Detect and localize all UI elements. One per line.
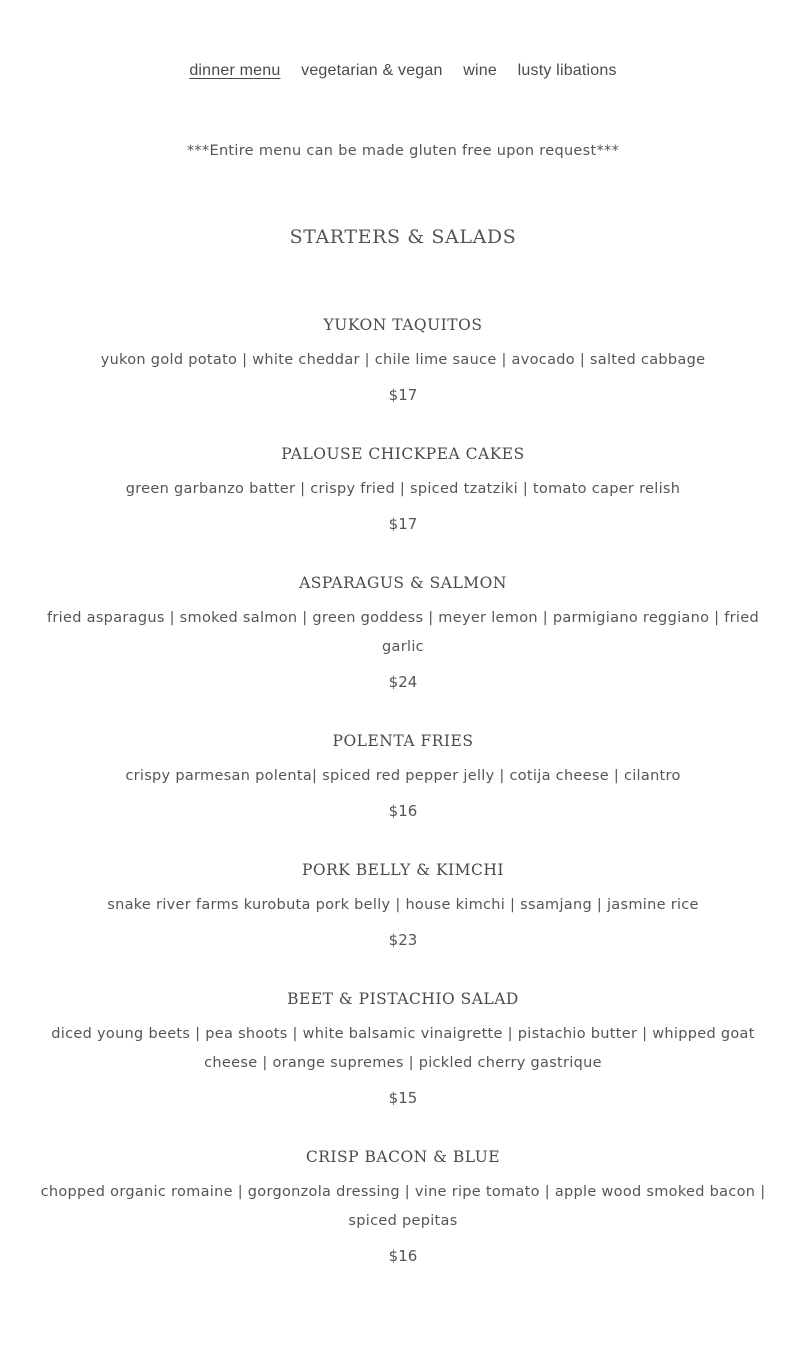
menu-nav (0, 62, 806, 80)
menu-item-name: YUKON TAQUITOS (323, 316, 483, 334)
nav-link-lusty-libations[interactable]: lusty libations (517, 62, 617, 79)
menu-item-name: PORK BELLY & KIMCHI (301, 861, 505, 879)
menu-item (0, 313, 806, 405)
menu-item-price: $17 (388, 515, 418, 533)
menu-item-name: CRISP BACON & BLUE (305, 1148, 501, 1166)
menu-item-description: chopped organic romaine | gorgonzola dressing | vine ripe tomato | apple wood smoked bacon | spiced pepitas (40, 1184, 766, 1229)
menu-item-description: diced young beets | pea shoots | white balsamic vinaigrette | pistachio butter | whipped goat cheese | orange supremes | pickled cherry gastrique (51, 1026, 755, 1071)
menu-item (0, 1145, 806, 1266)
nav-link-dinner-menu[interactable]: dinner menu (189, 62, 281, 79)
menu-item (0, 729, 806, 821)
nav-link-vegetarian-vegan[interactable]: vegetarian & vegan (301, 62, 443, 79)
menu-item-description: yukon gold potato | white cheddar | chile lime sauce | avocado | salted cabbage (100, 352, 706, 368)
menu-item-price: $16 (388, 1247, 418, 1265)
gluten-free-note: ***Entire menu can be made gluten free upon request*** (186, 143, 620, 159)
menu-item-price: $17 (388, 386, 418, 404)
menu-item (0, 442, 806, 534)
menu-item-description: crispy parmesan polenta| spiced red pepper jelly | cotija cheese | cilantro (125, 768, 681, 784)
menu-item-name: BEET & PISTACHIO SALAD (287, 990, 519, 1008)
menu-item-price: $23 (388, 931, 418, 949)
menu-item (0, 858, 806, 950)
menu-item-price: $24 (388, 673, 418, 691)
menu-item-name: ASPARAGUS & SALMON (299, 574, 507, 592)
menu-item-price: $15 (388, 1089, 418, 1107)
menu-item-description: fried asparagus | smoked salmon | green goddess | meyer lemon | parmigiano reggiano | fried garlic (47, 610, 759, 655)
menu-item-name: POLENTA FRIES (332, 732, 474, 750)
menu-item (0, 571, 806, 692)
nav-link-wine[interactable]: wine (463, 62, 497, 79)
menu-item (0, 987, 806, 1108)
section-title: STARTERS & SALADS (289, 226, 517, 248)
menu-item-price: $16 (388, 802, 418, 820)
menu-item-description: snake river farms kurobuta pork belly | house kimchi | ssamjang | jasmine rice (107, 897, 699, 913)
menu-items (0, 313, 806, 1303)
menu-item-name: PALOUSE CHICKPEA CAKES (281, 445, 525, 463)
menu-item-description: green garbanzo batter | crispy fried | spiced tzatziki | tomato caper relish (125, 481, 681, 497)
